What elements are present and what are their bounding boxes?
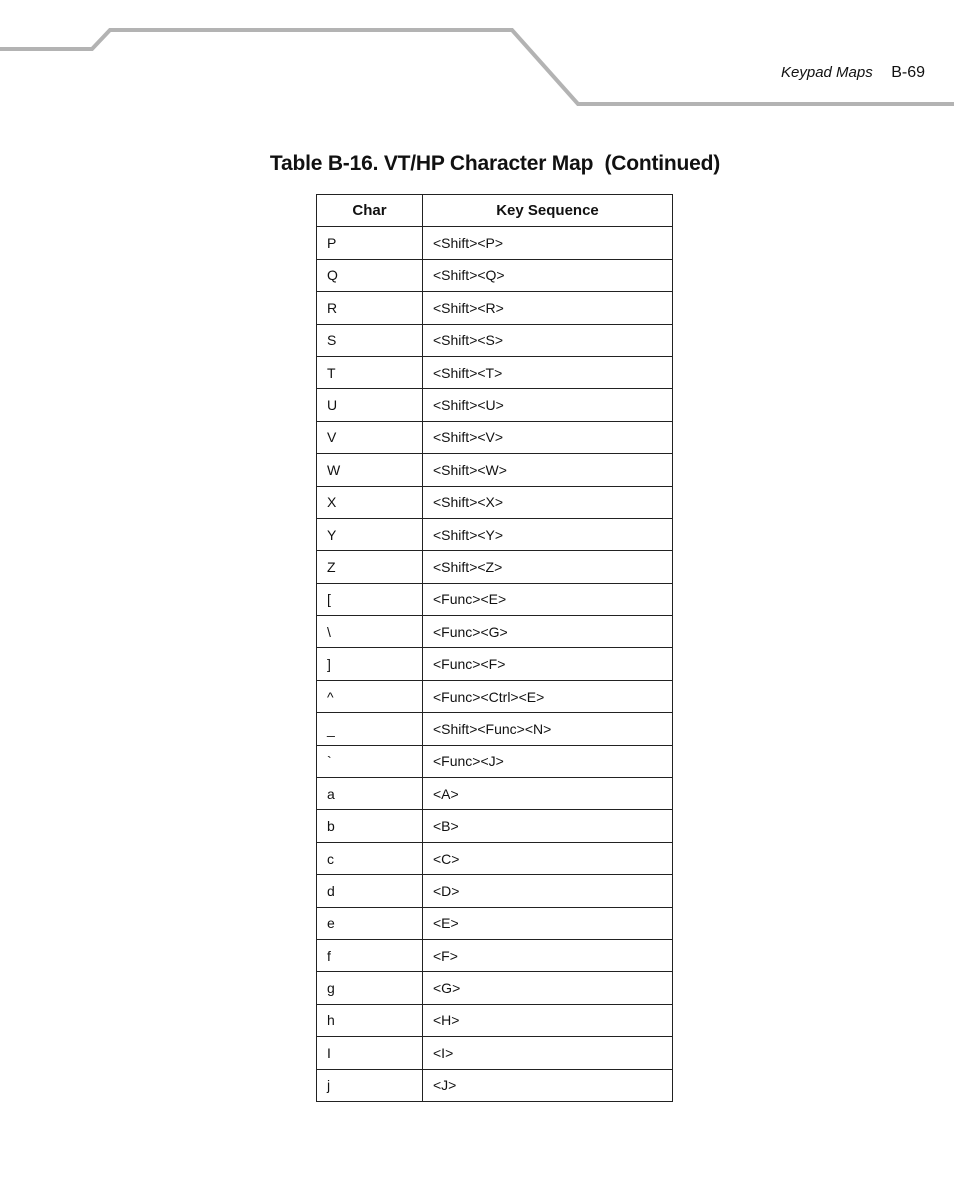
cell-key-sequence: <E> — [423, 907, 673, 939]
cell-key-sequence: <J> — [423, 1069, 673, 1101]
cell-key-sequence: <F> — [423, 939, 673, 971]
cell-char: ` — [317, 745, 423, 777]
cell-key-sequence: <H> — [423, 1004, 673, 1036]
cell-key-sequence: <Shift><V> — [423, 421, 673, 453]
cell-char: d — [317, 875, 423, 907]
table-row — [317, 810, 673, 842]
cell-char: h — [317, 1004, 423, 1036]
cell-key-sequence: <Func><F> — [423, 648, 673, 680]
column-header-key-sequence: Key Sequence — [423, 195, 673, 227]
table-title: Table B-16. VT/HP Character Map (Continued) — [269, 152, 721, 175]
cell-key-sequence: <A> — [423, 778, 673, 810]
cell-char: g — [317, 972, 423, 1004]
cell-key-sequence: <Shift><U> — [423, 389, 673, 421]
cell-char: U — [317, 389, 423, 421]
cell-char: V — [317, 421, 423, 453]
table-row — [317, 907, 673, 939]
cell-char: f — [317, 939, 423, 971]
cell-key-sequence: <Func><E> — [423, 583, 673, 615]
cell-char: Y — [317, 518, 423, 550]
cell-char: W — [317, 454, 423, 486]
cell-char: T — [317, 356, 423, 388]
cell-key-sequence: <Shift><Y> — [423, 518, 673, 550]
cell-char: b — [317, 810, 423, 842]
cell-char: e — [317, 907, 423, 939]
table-row — [317, 745, 673, 777]
table-row — [317, 875, 673, 907]
table-row — [317, 518, 673, 550]
table-row — [317, 324, 673, 356]
table-body — [317, 227, 673, 1102]
table-row — [317, 713, 673, 745]
cell-key-sequence: <Shift><R> — [423, 292, 673, 324]
table-row — [317, 259, 673, 291]
table-row — [317, 356, 673, 388]
table-row — [317, 842, 673, 874]
table-row — [317, 1004, 673, 1036]
header-rule-decoration — [0, 0, 954, 120]
cell-key-sequence: <D> — [423, 875, 673, 907]
cell-key-sequence: <Func><J> — [423, 745, 673, 777]
cell-char: ^ — [317, 680, 423, 712]
cell-key-sequence: <Shift><Z> — [423, 551, 673, 583]
table-row — [317, 1037, 673, 1069]
cell-key-sequence: <G> — [423, 972, 673, 1004]
table-row — [317, 454, 673, 486]
cell-key-sequence: <Shift><W> — [423, 454, 673, 486]
cell-char: c — [317, 842, 423, 874]
character-map-table — [316, 194, 673, 1102]
cell-char: S — [317, 324, 423, 356]
cell-key-sequence: <Func><G> — [423, 616, 673, 648]
table-row — [317, 227, 673, 259]
header-section-title: Keypad Maps — [781, 64, 873, 81]
cell-key-sequence: <B> — [423, 810, 673, 842]
cell-char: ] — [317, 648, 423, 680]
table-row — [317, 389, 673, 421]
cell-char: I — [317, 1037, 423, 1069]
cell-char: P — [317, 227, 423, 259]
table-row — [317, 939, 673, 971]
cell-char: X — [317, 486, 423, 518]
cell-key-sequence: <Shift><T> — [423, 356, 673, 388]
cell-char: Q — [317, 259, 423, 291]
column-header-char: Char — [317, 195, 423, 227]
table-row — [317, 292, 673, 324]
table-row — [317, 551, 673, 583]
cell-char: \ — [317, 616, 423, 648]
cell-char: R — [317, 292, 423, 324]
cell-char: a — [317, 778, 423, 810]
table-row — [317, 972, 673, 1004]
table-header-row — [317, 195, 673, 227]
cell-char: j — [317, 1069, 423, 1101]
cell-key-sequence: <C> — [423, 842, 673, 874]
table-row — [317, 421, 673, 453]
table-row — [317, 680, 673, 712]
table-row — [317, 616, 673, 648]
table-row — [317, 778, 673, 810]
running-header — [781, 64, 925, 82]
cell-key-sequence: <Func><Ctrl><E> — [423, 680, 673, 712]
table-row — [317, 1069, 673, 1101]
table-row — [317, 648, 673, 680]
cell-key-sequence: <I> — [423, 1037, 673, 1069]
cell-key-sequence: <Shift><P> — [423, 227, 673, 259]
cell-key-sequence: <Shift><X> — [423, 486, 673, 518]
cell-key-sequence: <Shift><S> — [423, 324, 673, 356]
page-number: B-69 — [891, 64, 925, 81]
table-row — [317, 583, 673, 615]
cell-key-sequence: <Shift><Q> — [423, 259, 673, 291]
cell-key-sequence: <Shift><Func><N> — [423, 713, 673, 745]
cell-char: _ — [317, 713, 423, 745]
cell-char: [ — [317, 583, 423, 615]
table-row — [317, 486, 673, 518]
cell-char: Z — [317, 551, 423, 583]
